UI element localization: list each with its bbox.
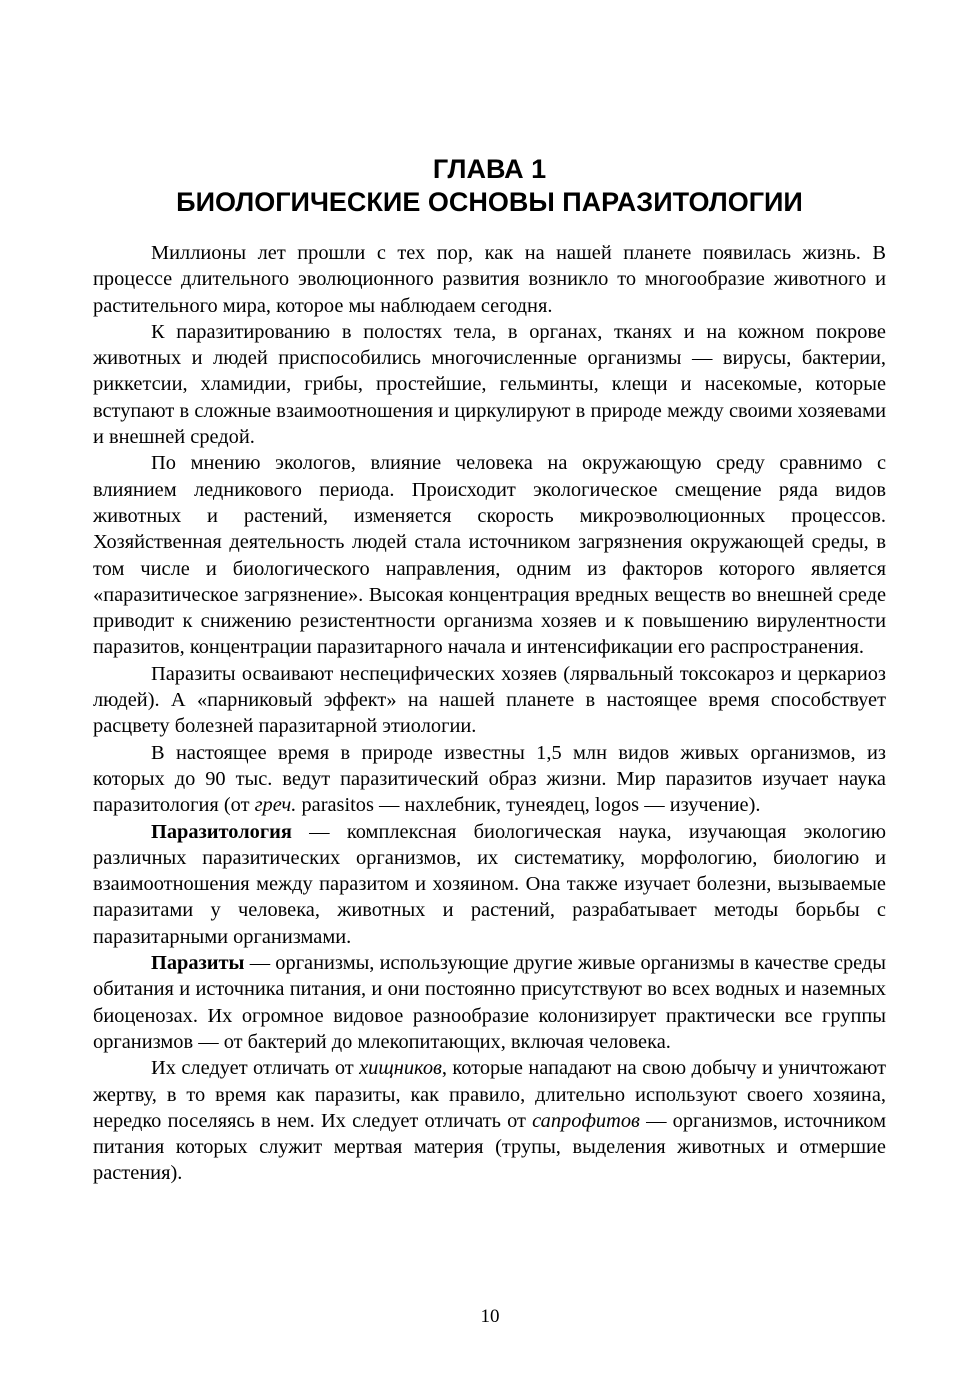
paragraph-5-text: В настоящее время в природе известны 1,5 млн видов живых организмов, из которых до 90 тыс. ведут паразитический образ жизни. Мир паразитов изучает наука паразитология (от <box>93 741 886 817</box>
term-saprophytes: сапрофитов <box>532 1109 640 1132</box>
paragraph-7 <box>93 950 886 1055</box>
term-parasitology: Паразитология <box>151 820 292 843</box>
chapter-heading <box>93 153 886 219</box>
paragraph-1: Миллионы лет прошли с тех пор, как на нашей планете появилась жизнь. В процессе длительного эволюционного развития возникло то многообразие животного и растительного мира, которое мы наблюдаем сегодня. <box>93 242 886 317</box>
term-parasites: Паразиты <box>151 952 245 975</box>
chapter-number: ГЛАВА 1 <box>432 154 547 184</box>
paragraph-2: К паразитированию в полостях тела, в органах, тканях и на кожном покрове животных и людей приспособились многочисленные организмы — вирусы, бактерии, риккетсии, хламидии, грибы, простейшие, гельминты, клещи и насекомые, которые вступают в сложные взаимоотношения и циркулируют в природе между своими хозяевами и внешней средой. <box>93 320 886 449</box>
chapter-title: БИОЛОГИЧЕСКИЕ ОСНОВЫ ПАРАЗИТОЛОГИИ <box>176 187 803 217</box>
paragraph-8-text-end: — организмов, источником питания которых служит мертвая материя (трупы, выделения животных и отмершие растения). <box>93 1109 886 1185</box>
term-predators: хищников <box>359 1057 442 1080</box>
chapter-body <box>93 240 886 1187</box>
paragraph-8 <box>93 1055 886 1186</box>
paragraph-5-text-end: parasitos — нахлебник, тунеядец, logos — изучение). <box>296 794 761 817</box>
definition-parasitology: — комплексная биологическая наука, изучающая экологию различных паразитических организмов, их систематику, морфологию, биологию и взаимоотношения между паразитом и хозяином. Она также изучает болезни, вызываемые паразитами у человека, животных и растений, разрабатывает методы борьбы с паразитарными организмами. <box>93 820 886 948</box>
paragraph-8-text-start: Их следует отличать от <box>151 1057 360 1080</box>
paragraph-5 <box>93 740 886 819</box>
abbreviation-greek: греч. <box>254 794 297 817</box>
definition-parasites: — организмы, использующие другие живые организмы в качестве среды обитания и источника питания, и они постоянно присутствуют во всех водных и наземных биоценозах. Их огромное видовое разнообразие колонизирует практически все группы организмов — от бактерий до млекопитающих, включая человека. <box>93 952 886 1053</box>
paragraph-6 <box>93 819 886 950</box>
paragraph-8-text-middle: , которые нападают на свою добычу и уничтожают жертву, в то время как паразиты, как правило, длительно используют своего хозяина, нередко поселяясь в нем. Их следует отличать от <box>93 1057 886 1132</box>
paragraph-4: Паразиты осваивают неспецифических хозяев (лярвальный токсокароз и церкариоз людей). А «парниковый эффект» на нашей планете в настоящее время способствует расцвету болезней паразитарной этиологии. <box>93 662 886 738</box>
paragraph-3: По мнению экологов, влияние человека на окружающую среду сравнимо с влиянием ледникового периода. Происходит экологическое смещение ряда видов животных и растений, изменяется скорость микроэволюционных процессов. Хозяйственная деятельность людей стала источником загрязнения окружающей среды, в том числе и биологического направления, одним из факторов которого является «паразитическое загрязнение». Высокая концентрация вредных веществ во внешней среде приводит к снижению резистентности организма хозяев и к повышению вирулентности паразитов, концентрации паразитарного начала и интенсификации его распространения. <box>93 452 886 659</box>
page-number: 10 <box>480 1306 500 1327</box>
